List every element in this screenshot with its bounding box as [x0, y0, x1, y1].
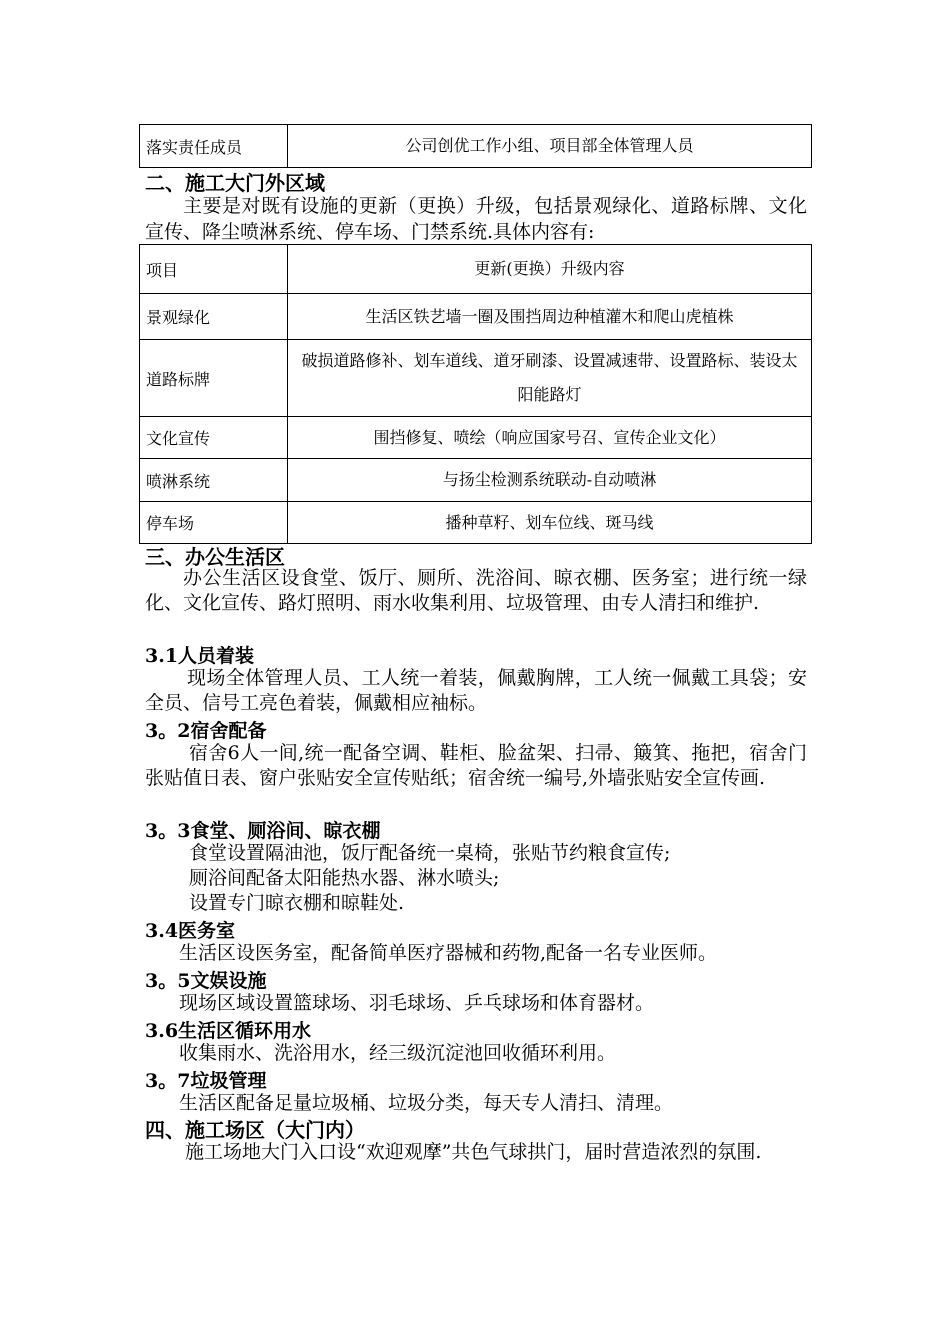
- subsection-line: 设置专门晾衣棚和晾鞋处.: [189, 892, 405, 914]
- table-row: [140, 502, 812, 544]
- subsection-heading-garbage: 3。7垃圾管理: [145, 1070, 267, 1092]
- subsection-heading-recreation: 3。5文娱设施: [145, 970, 267, 992]
- table-cell-label: 落实责任成员: [140, 125, 288, 168]
- table-header-content: 更新(更换）升级内容: [288, 245, 812, 294]
- subsection-heading-clinic: 3.4医务室: [145, 920, 236, 942]
- subsection-text-attire: 现场全体管理人员、工人统一着装，佩戴胸牌，工人统一佩戴工具袋；安全员、信号工亮色着装，佩戴相应袖标。: [145, 667, 807, 714]
- section-heading-construction-site: 四、施工场区（大门内）: [145, 1118, 365, 1142]
- table-cell-label: 景观绿化: [140, 294, 288, 340]
- table-cell-label: 喷淋系统: [140, 459, 288, 502]
- subsection-text-water-recycling: 收集雨水、洗浴用水，经三级沉淀池回收循环利用。: [179, 1042, 617, 1064]
- section-text-construction-site: 施工场地大门入口设“欢迎观摩”共色气球拱门，届时营造浓烈的氛围.: [185, 1141, 762, 1163]
- table-row: [140, 125, 812, 168]
- table-cell-label: 道路标牌: [140, 340, 288, 417]
- subsection-heading-water-recycling: 3.6生活区循环用水: [145, 1020, 312, 1042]
- subsection-text-clinic: 生活区设医务室，配备简单医疗器械和药物,配备一名专业医师。: [179, 942, 718, 964]
- subsection-line: 厕浴间配备太阳能热水器、淋水喷头;: [189, 867, 500, 889]
- subsection-text-recreation: 现场区域设置篮球场、羽毛球场、乒乓球场和体育器材。: [179, 992, 655, 1014]
- upgrade-content-table: [139, 244, 812, 544]
- table-cell-content: 播种草籽、划车位线、斑马线: [288, 502, 812, 544]
- table-cell-content: 围挡修复、喷绘（响应国家号召、宣传企业文化）: [288, 417, 812, 459]
- subsection-line: 食堂设置隔油池，饭厅配备统一桌椅，张贴节约粮食宣传;: [189, 842, 671, 864]
- table-cell-content: 与扬尘检测系统联动-自动喷淋: [288, 459, 812, 502]
- table-cell-label: 文化宣传: [140, 417, 288, 459]
- table-cell-label: 停车场: [140, 502, 288, 544]
- table-cell-content: 公司创优工作小组、项目部全体管理人员: [288, 125, 812, 168]
- table-row: [140, 294, 812, 340]
- section-heading-office-living: 三、办公生活区: [145, 545, 285, 569]
- table-row: [140, 417, 812, 459]
- subsection-heading-canteen: 3。3食堂、厕浴间、晾衣棚: [145, 820, 381, 842]
- table-cell-content: 生活区铁艺墙一圈及围挡周边种植灌木和爬山虎植株: [288, 294, 812, 340]
- subsection-heading-dormitory: 3。2宿舍配备: [145, 720, 267, 742]
- section-intro-gate-outside: 主要是对既有设施的更新（更换）升级，包括景观绿化、道路标牌、文化宣传、降尘喷淋系统、停车场、门禁系统.具体内容有:: [145, 195, 807, 243]
- responsibility-table: [139, 124, 812, 168]
- subsection-text-dormitory: 宿舍6人一间,统一配备空调、鞋柜、脸盆架、扫帚、簸箕、拖把，宿舍门张贴值日表、窗户张贴安全宣传贴纸；宿舍统一编号,外墙张贴安全宣传画.: [145, 742, 807, 789]
- subsection-heading-attire: 3.1人员着装: [145, 645, 255, 667]
- table-row: [140, 459, 812, 502]
- section-heading-gate-outside: 二、施工大门外区域: [145, 171, 325, 195]
- subsection-text-garbage: 生活区配备足量垃圾桶、垃圾分类，每天专人清扫、清理。: [179, 1092, 674, 1114]
- section-intro-office-living: 办公生活区设食堂、饭厅、厕所、洗浴间、晾衣棚、医务室；进行统一绿化、文化宣传、路灯照明、雨水收集利用、垃圾管理、由专人清扫和维护.: [145, 567, 807, 614]
- table-cell-content: 破损道路修补、划车道线、道牙刷漆、设置减速带、设置路标、装设太阳能路灯: [288, 340, 812, 417]
- table-header-item: 项目: [140, 245, 288, 294]
- table-header-row: [140, 245, 812, 294]
- table-row: [140, 340, 812, 417]
